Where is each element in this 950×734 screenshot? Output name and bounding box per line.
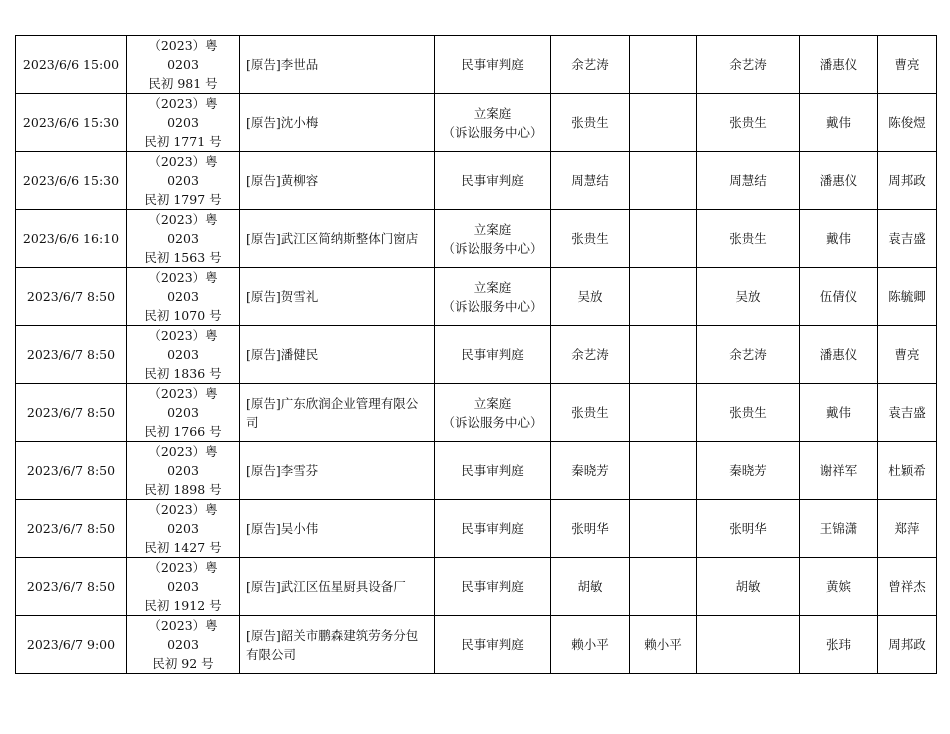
- presiding-judge-cell: [697, 326, 800, 384]
- party-text: [原告]李世品: [246, 57, 319, 72]
- case-number-text: （2023）粤 0203: [148, 502, 218, 536]
- table-row: [16, 152, 937, 210]
- tribunal-cell: [435, 442, 551, 500]
- clerk-text: 戴伟: [825, 405, 851, 420]
- hearing-time-text: 2023/6/7 8:50: [26, 521, 116, 536]
- hearing-time-text: 2023/6/6 15:30: [22, 115, 120, 130]
- presiding-judge-cell: [697, 442, 800, 500]
- presiding-judge-cell: [697, 558, 800, 616]
- case-number-text: （2023）粤 0203: [148, 38, 218, 72]
- table-row: [16, 36, 937, 94]
- assistant-cell: [878, 36, 937, 94]
- tribunal-text: 民事审判庭: [461, 57, 524, 72]
- case-number-cell: [127, 326, 240, 384]
- case-number-text: 民初 1771 号: [144, 134, 222, 149]
- extra-judge-cell: [630, 558, 697, 616]
- clerk-cell: [800, 500, 878, 558]
- assistant-cell: [878, 268, 937, 326]
- judge-cell: [551, 442, 630, 500]
- case-number-text: （2023）粤 0203: [148, 560, 218, 594]
- tribunal-cell: [435, 94, 551, 152]
- tribunal-text: 民事审判庭: [461, 463, 524, 478]
- tribunal-text: （诉讼服务中心）: [442, 124, 543, 140]
- case-number-text: （2023）粤 0203: [148, 154, 218, 188]
- clerk-cell: [800, 326, 878, 384]
- case-number-text: 民初 1898 号: [144, 482, 222, 497]
- assistant-cell: [878, 326, 937, 384]
- hearing-time-text: 2023/6/7 9:00: [26, 637, 116, 652]
- case-number-text: 民初 1070 号: [144, 308, 222, 323]
- clerk-text: 伍倩仪: [819, 289, 858, 304]
- assistant-text: 郑萍: [894, 521, 920, 536]
- clerk-cell: [800, 152, 878, 210]
- assistant-text: 曹亮: [894, 347, 920, 362]
- extra-judge-cell: [630, 500, 697, 558]
- presiding-judge-text: 秦晓芳: [729, 463, 767, 478]
- tribunal-cell: [435, 210, 551, 268]
- tribunal-text: 立案庭: [473, 105, 512, 121]
- tribunal-cell: [435, 384, 551, 442]
- case-number-cell: [127, 36, 240, 94]
- presiding-judge-text: 张贵生: [729, 405, 767, 420]
- presiding-judge-cell: [697, 500, 800, 558]
- tribunal-cell: [435, 268, 551, 326]
- clerk-text: 黄嫔: [825, 579, 851, 594]
- tribunal-cell: [435, 152, 551, 210]
- case-number-cell: [127, 558, 240, 616]
- case-number-text: 民初 1427 号: [144, 540, 222, 555]
- case-number-text: 民初 92 号: [152, 656, 214, 671]
- hearing-time-cell: [16, 268, 127, 326]
- clerk-cell: [800, 36, 878, 94]
- case-number-cell: [127, 152, 240, 210]
- table-row: [16, 384, 937, 442]
- presiding-judge-text: 余艺涛: [729, 57, 767, 72]
- tribunal-text: （诉讼服务中心）: [442, 298, 543, 314]
- tribunal-text: 民事审判庭: [461, 637, 524, 652]
- case-number-cell: [127, 384, 240, 442]
- assistant-text: 陈毓卿: [888, 289, 926, 304]
- assistant-cell: [878, 210, 937, 268]
- extra-judge-cell: [630, 616, 697, 674]
- case-number-text: 民初 1836 号: [144, 366, 222, 381]
- presiding-judge-cell: [697, 36, 800, 94]
- judge-cell: [551, 94, 630, 152]
- table-row: [16, 268, 937, 326]
- presiding-judge-text: 余艺涛: [729, 347, 767, 362]
- table-row: [16, 442, 937, 500]
- assistant-cell: [878, 616, 937, 674]
- clerk-text: 潘惠仪: [819, 173, 858, 188]
- clerk-cell: [800, 616, 878, 674]
- case-number-text: （2023）粤 0203: [148, 212, 218, 246]
- presiding-judge-cell: [697, 384, 800, 442]
- hearing-time-text: 2023/6/7 8:50: [26, 579, 116, 594]
- judge-text: 胡敏: [577, 579, 603, 594]
- judge-cell: [551, 326, 630, 384]
- party-cell: [240, 384, 435, 442]
- party-text: [原告]黄柳容: [246, 173, 319, 188]
- clerk-text: 潘惠仪: [819, 347, 858, 362]
- party-text: [原告]武江区伍星厨具设备厂: [246, 579, 406, 594]
- tribunal-text: 民事审判庭: [461, 521, 524, 536]
- extra-judge-cell: [630, 384, 697, 442]
- judge-cell: [551, 500, 630, 558]
- table-body: [16, 36, 937, 674]
- judge-text: 秦晓芳: [571, 463, 609, 478]
- tribunal-text: 民事审判庭: [461, 579, 524, 594]
- table-row: [16, 616, 937, 674]
- party-cell: [240, 36, 435, 94]
- assistant-text: 周邦政: [888, 637, 926, 652]
- clerk-text: 王锦潇: [819, 521, 858, 536]
- judge-cell: [551, 268, 630, 326]
- assistant-cell: [878, 442, 937, 500]
- presiding-judge-cell: [697, 94, 800, 152]
- clerk-cell: [800, 558, 878, 616]
- hearing-time-cell: [16, 94, 127, 152]
- clerk-cell: [800, 268, 878, 326]
- party-cell: [240, 210, 435, 268]
- hearing-schedule-table: [15, 35, 937, 674]
- tribunal-text: （诉讼服务中心）: [442, 414, 543, 430]
- assistant-text: 陈俊煜: [888, 115, 926, 130]
- party-text: [原告]李雪芬: [246, 463, 319, 478]
- assistant-cell: [878, 384, 937, 442]
- tribunal-cell: [435, 558, 551, 616]
- presiding-judge-cell: [697, 268, 800, 326]
- party-cell: [240, 94, 435, 152]
- table-row: [16, 558, 937, 616]
- tribunal-text: 立案庭: [473, 279, 512, 295]
- judge-text: 吴放: [577, 289, 603, 304]
- hearing-time-text: 2023/6/6 16:10: [22, 231, 120, 246]
- party-text: [原告]广东欣润企业管理有限公司: [246, 395, 419, 430]
- table-row: [16, 326, 937, 384]
- assistant-cell: [878, 94, 937, 152]
- extra-judge-cell: [630, 326, 697, 384]
- presiding-judge-text: 周慧结: [729, 173, 767, 188]
- presiding-judge-cell: [697, 152, 800, 210]
- presiding-judge-cell: [697, 210, 800, 268]
- tribunal-cell: [435, 500, 551, 558]
- presiding-judge-text: 张贵生: [729, 115, 767, 130]
- assistant-text: 杜颖希: [888, 463, 926, 478]
- case-number-cell: [127, 94, 240, 152]
- hearing-time-text: 2023/6/6 15:30: [22, 173, 120, 188]
- extra-judge-cell: [630, 94, 697, 152]
- hearing-time-cell: [16, 210, 127, 268]
- case-number-text: 民初 1797 号: [144, 192, 222, 207]
- clerk-cell: [800, 94, 878, 152]
- case-number-text: （2023）粤 0203: [148, 386, 218, 420]
- party-text: [原告]潘健民: [246, 347, 319, 362]
- case-number-text: （2023）粤 0203: [148, 618, 218, 652]
- hearing-time-cell: [16, 36, 127, 94]
- case-number-text: 民初 981 号: [148, 76, 218, 91]
- party-text: [原告]沈小梅: [246, 115, 319, 130]
- hearing-time-cell: [16, 558, 127, 616]
- party-cell: [240, 152, 435, 210]
- hearing-time-text: 2023/6/7 8:50: [26, 463, 116, 478]
- judge-text: 张贵生: [571, 231, 609, 246]
- hearing-time-text: 2023/6/6 15:00: [22, 57, 120, 72]
- party-cell: [240, 326, 435, 384]
- judge-text: 张贵生: [571, 405, 609, 420]
- extra-judge-cell: [630, 442, 697, 500]
- party-cell: [240, 558, 435, 616]
- extra-judge-cell: [630, 36, 697, 94]
- clerk-text: 张玮: [825, 637, 851, 652]
- assistant-text: 曹亮: [894, 57, 920, 72]
- hearing-time-text: 2023/6/7 8:50: [26, 289, 116, 304]
- judge-text: 张明华: [571, 521, 609, 536]
- case-number-cell: [127, 616, 240, 674]
- hearing-time-cell: [16, 152, 127, 210]
- clerk-cell: [800, 210, 878, 268]
- tribunal-text: 民事审判庭: [461, 173, 524, 188]
- case-number-text: （2023）粤 0203: [148, 328, 218, 362]
- hearing-time-cell: [16, 442, 127, 500]
- clerk-cell: [800, 384, 878, 442]
- assistant-cell: [878, 152, 937, 210]
- party-cell: [240, 616, 435, 674]
- presiding-judge-cell: [697, 616, 800, 674]
- extra-judge-text: 赖小平: [644, 637, 682, 652]
- extra-judge-cell: [630, 210, 697, 268]
- clerk-cell: [800, 442, 878, 500]
- case-number-cell: [127, 268, 240, 326]
- case-number-text: 民初 1912 号: [144, 598, 222, 613]
- hearing-time-text: 2023/6/7 8:50: [26, 405, 116, 420]
- judge-cell: [551, 616, 630, 674]
- party-text: [原告]韶关市鹏森建筑劳务分包有限公司: [246, 627, 419, 662]
- judge-cell: [551, 384, 630, 442]
- table-row: [16, 500, 937, 558]
- party-cell: [240, 268, 435, 326]
- party-text: [原告]吴小伟: [246, 521, 319, 536]
- extra-judge-cell: [630, 268, 697, 326]
- tribunal-cell: [435, 616, 551, 674]
- case-number-cell: [127, 442, 240, 500]
- tribunal-cell: [435, 36, 551, 94]
- case-number-text: （2023）粤 0203: [148, 270, 218, 304]
- presiding-judge-text: 张贵生: [729, 231, 767, 246]
- hearing-time-cell: [16, 500, 127, 558]
- assistant-text: 曾祥杰: [888, 579, 926, 594]
- judge-text: 周慧结: [571, 173, 609, 188]
- judge-cell: [551, 36, 630, 94]
- tribunal-text: （诉讼服务中心）: [442, 240, 543, 256]
- party-text: [原告]贺雪礼: [246, 289, 319, 304]
- presiding-judge-text: 吴放: [735, 289, 761, 304]
- hearing-time-text: 2023/6/7 8:50: [26, 347, 116, 362]
- party-cell: [240, 500, 435, 558]
- party-cell: [240, 442, 435, 500]
- clerk-text: 戴伟: [825, 231, 851, 246]
- clerk-text: 戴伟: [825, 115, 851, 130]
- presiding-judge-text: 张明华: [729, 521, 767, 536]
- extra-judge-cell: [630, 152, 697, 210]
- assistant-text: 袁吉盛: [888, 405, 926, 420]
- judge-cell: [551, 558, 630, 616]
- judge-text: 赖小平: [571, 637, 609, 652]
- judge-cell: [551, 152, 630, 210]
- hearing-time-cell: [16, 326, 127, 384]
- assistant-text: 周邦政: [888, 173, 926, 188]
- clerk-text: 潘惠仪: [819, 57, 858, 72]
- clerk-text: 谢祥军: [819, 463, 858, 478]
- hearing-time-cell: [16, 384, 127, 442]
- case-number-text: （2023）粤 0203: [148, 444, 218, 478]
- assistant-cell: [878, 500, 937, 558]
- judge-text: 张贵生: [571, 115, 609, 130]
- case-number-text: 民初 1766 号: [144, 424, 222, 439]
- tribunal-text: 民事审判庭: [461, 347, 524, 362]
- case-number-text: （2023）粤 0203: [148, 96, 218, 130]
- case-number-cell: [127, 210, 240, 268]
- judge-text: 余艺涛: [571, 347, 609, 362]
- assistant-text: 袁吉盛: [888, 231, 926, 246]
- table-row: [16, 94, 937, 152]
- case-number-text: 民初 1563 号: [144, 250, 222, 265]
- table-row: [16, 210, 937, 268]
- assistant-cell: [878, 558, 937, 616]
- judge-cell: [551, 210, 630, 268]
- tribunal-cell: [435, 326, 551, 384]
- party-text: [原告]武江区简纳斯整体门窗店: [246, 231, 419, 246]
- hearing-time-cell: [16, 616, 127, 674]
- tribunal-text: 立案庭: [473, 221, 512, 237]
- case-number-cell: [127, 500, 240, 558]
- tribunal-text: 立案庭: [473, 395, 512, 411]
- judge-text: 余艺涛: [571, 57, 609, 72]
- presiding-judge-text: 胡敏: [735, 579, 761, 594]
